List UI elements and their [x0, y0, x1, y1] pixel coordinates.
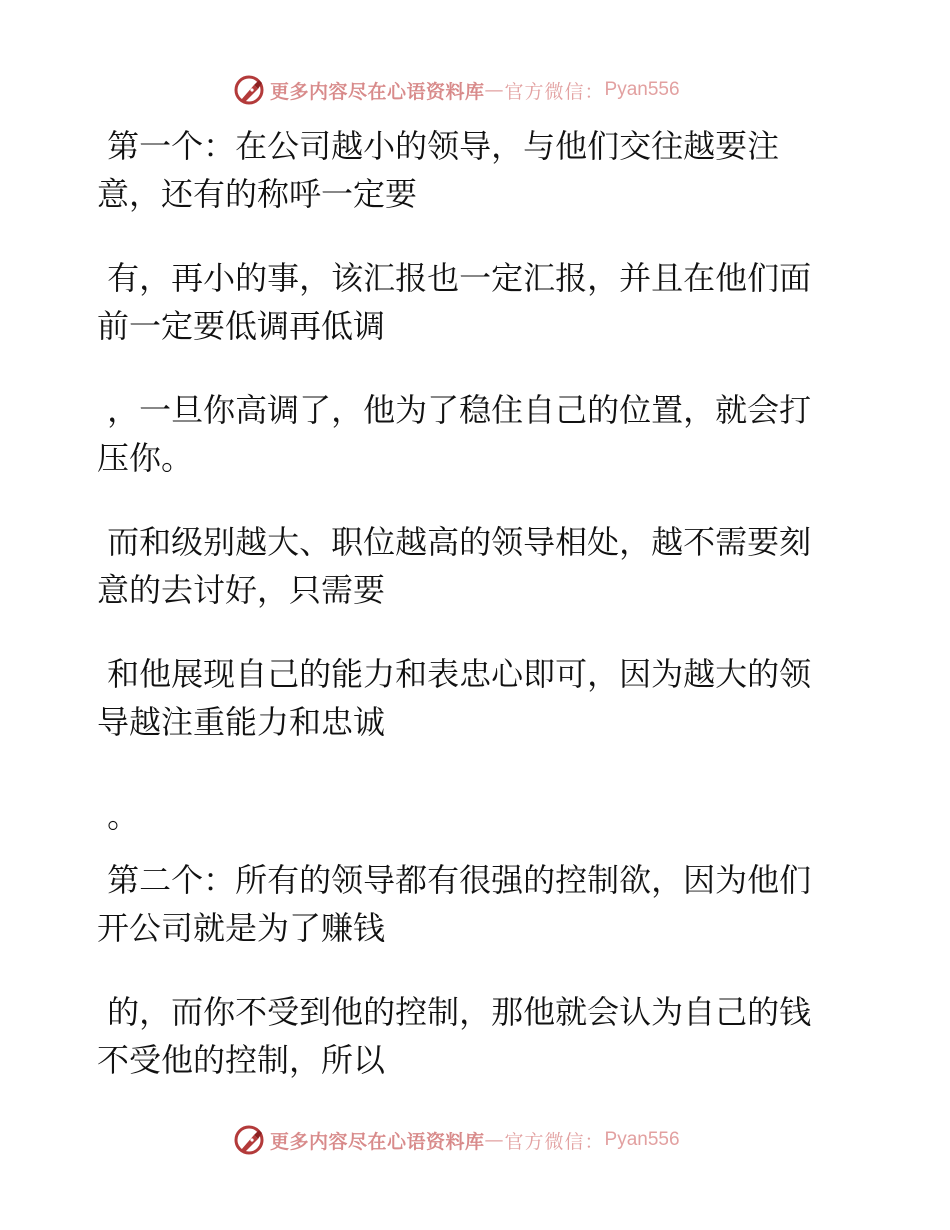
paragraph-6: 。 [97, 797, 140, 835]
pen-nib-seal-icon [232, 73, 266, 107]
paragraph-2: 有，再小的事，该汇报也一定汇报，并且在他们面前一定要低调再低调 [97, 259, 812, 345]
paragraph-5: 和他展现自己的能力和表忠心即可，因为越大的领导越注重能力和忠诚 [97, 655, 812, 741]
watermark-wechat-label: 官方微信： [504, 80, 605, 103]
footer-watermark-banner [232, 1120, 680, 1160]
paragraph-3: ，一旦你高调了，他为了稳住自己的位置，就会打压你。 [97, 391, 812, 477]
watermark-wechat-label: 官方微信： [504, 1130, 605, 1153]
watermark-dash: — [484, 79, 505, 101]
header-watermark-banner [232, 70, 680, 110]
pen-nib-seal-icon [232, 1123, 266, 1157]
paragraph-8: 的，而你不受到他的控制，那他就会认为自己的钱不受他的控制，所以 [97, 993, 812, 1079]
watermark-dash: — [484, 1129, 505, 1151]
watermark-site-text: 更多内容尽在心语资料库 [270, 1130, 485, 1153]
paragraph-7: 第二个：所有的领导都有很强的控制欲，因为他们开公司就是为了赚钱 [97, 861, 812, 947]
paragraph-4: 而和级别越大、职位越高的领导相处，越不需要刻意的去讨好，只需要 [97, 523, 812, 609]
watermark-wechat-id: Pyan556 [604, 79, 680, 100]
watermark-wechat-id: Pyan556 [604, 1129, 680, 1150]
watermark-site-text: 更多内容尽在心语资料库 [270, 80, 485, 103]
paragraph-1: 第一个：在公司越小的领导，与他们交往越要注意，还有的称呼一定要 [97, 127, 780, 213]
